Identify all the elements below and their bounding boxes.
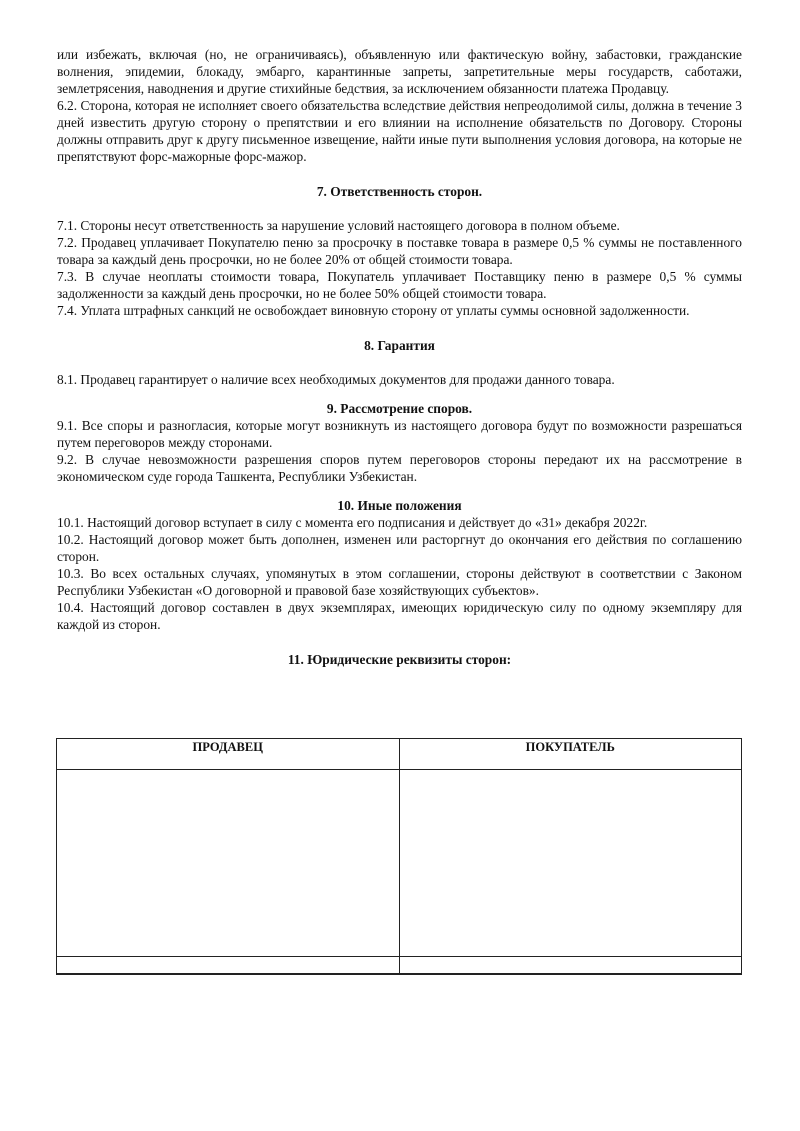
seller-requisites-cell — [57, 770, 400, 957]
clause-10-4: 10.4. Настоящий договор составлен в двух экземплярах, имеющих юридическую силу по одному экземпляру для каждой из сторон. — [57, 600, 742, 632]
clause-10-1: 10.1. Настоящий договор вступает в силу с момента его подписания и действует до «31» декабря 2022г. — [57, 515, 648, 530]
section-7-heading: 7. Ответственность сторон. — [316, 184, 483, 199]
buyer-header: ПОКУПАТЕЛЬ — [399, 739, 742, 770]
seller-header: ПРОДАВЕЦ — [57, 739, 400, 770]
clause-9-1: 9.1. Все споры и разногласия, которые могут возникнуть из настоящего договора будут по возможности разрешаться путем переговоров между сторонами. — [57, 418, 742, 450]
section-8-heading: 8. Гарантия — [364, 338, 435, 353]
clause-7-2: 7.2. Продавец уплачивает Покупателю пеню за просрочку в поставке товара в размере 0,5 % суммы не поставленного товара за каждый день просрочки, но не более 20% от общей стоимости товара. — [57, 235, 742, 267]
section-11-heading: 11. Юридические реквизиты сторон: — [287, 652, 512, 667]
clause-10-2: 10.2. Настоящий договор может быть дополнен, изменен или расторгнут до окончания его действия по соглашению сторон. — [57, 532, 742, 564]
clause-7-3: 7.3. В случае неоплаты стоимости товара, Покупатель уплачивает Поставщику пеню в размере 0,5 % суммы задолженности за каждый день просрочки, но не более 50% общей стоимости товара. — [57, 269, 742, 301]
clause-6-2: 6.2. Сторона, которая не исполняет своего обязательства вследствие действия непреодолимой силы, должна в течение 3 дней известить другую сторону о препятствии и его влиянии на исполнение обязательств по Договору. Стороны должны отправить друг к другу письменное извещение, найти иные пути выполнения условия договора, на которые не препятствуют форс-мажорные форс-мажор. — [57, 98, 742, 164]
force-majeure-paragraph: или избежать, включая (но, не ограничиваясь), объявленную или фактическую войну, забастовки, гражданские волнения, эпидемии, блокаду, эмбарго, карантинные запреты, запретительные меры государств, саботажи, землетрясения, наводнения и другие стихийные бедствия, за исключением обязанности платежа Продавцу. — [57, 47, 742, 96]
contract-page — [57, 46, 742, 975]
section-9-heading: 9. Рассмотрение споров. — [326, 401, 473, 416]
clause-7-1: 7.1. Стороны несут ответственность за нарушение условий настоящего договора в полном объеме. — [57, 218, 620, 233]
requisites-table — [56, 738, 742, 975]
buyer-signature-cell — [399, 957, 742, 975]
seller-signature-cell — [57, 957, 400, 975]
clause-10-3: 10.3. Во всех остальных случаях, упомянутых в этом соглашении, стороны действуют в соответствии с Законом Республики Узбекистан «О договорной и правовой базе хозяйствующих субъектов». — [57, 566, 742, 598]
clause-9-2: 9.2. В случае невозможности разрешения споров путем переговоров стороны передают их на рассмотрение в экономическом суде города Ташкента, Республики Узбекистан. — [57, 452, 742, 484]
section-10-heading: 10. Иные положения — [337, 498, 462, 513]
buyer-requisites-cell — [399, 770, 742, 957]
clause-8-1: 8.1. Продавец гарантирует о наличие всех необходимых документов для продажи данного товара. — [57, 372, 615, 387]
clause-7-4: 7.4. Уплата штрафных санкций не освобождает виновную сторону от уплаты суммы основной задолженности. — [57, 303, 690, 318]
